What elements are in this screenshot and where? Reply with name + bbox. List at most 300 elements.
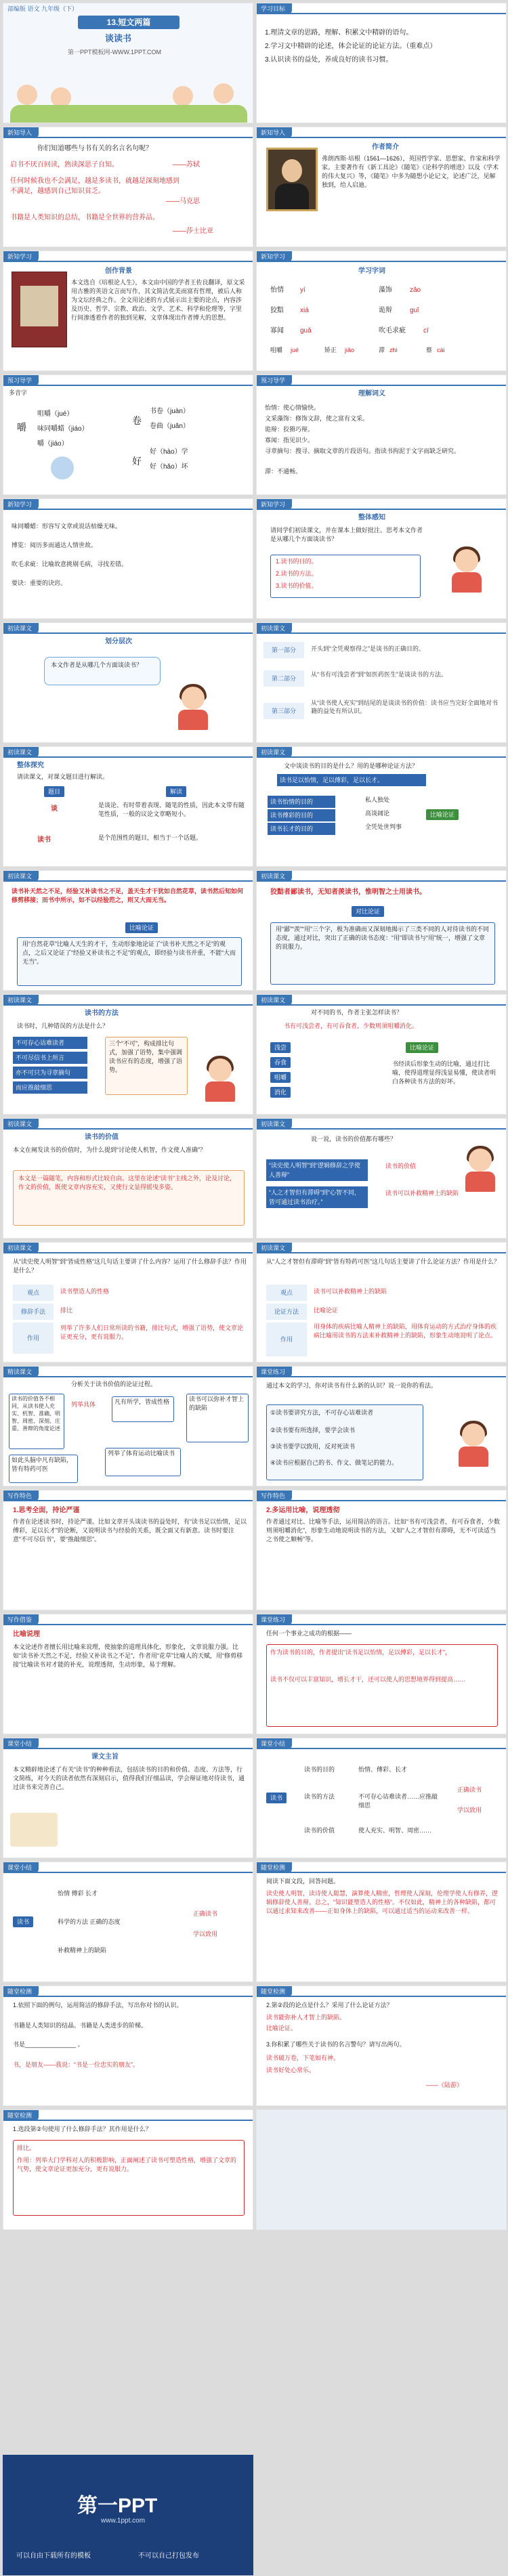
process-question: 分析关于读书价值的论证过程。	[71, 1381, 157, 1388]
method-bubble: 三个“不可”，构成排比句式，加强了语势，集中强调读书应有的态度，增强了语势。	[109, 1040, 183, 1073]
footer-right: 不可以自己打包发布	[138, 2552, 199, 2560]
slide-summary-2	[3, 1862, 253, 1982]
overall-item-3: 3.读书的价值。	[276, 582, 318, 589]
tag-line	[257, 1996, 506, 1997]
argument-val-3: 用身体的疾病比喻人精神上的缺陷，用体育运动的方式治疗身体的疾病比喻用读书的方法来补救精神上的缺陷，形象生动地说明了论点。	[314, 1323, 497, 1339]
slide-tag: 初读课文	[3, 1119, 39, 1130]
method-tag: 比喻论证	[426, 809, 459, 820]
purpose-r1b: 私人独处	[365, 796, 390, 803]
slide-value	[3, 1118, 253, 1239]
quote-2a: 任何时候我也不会满足，越是多读书，就越是深刻地感到	[10, 177, 179, 185]
test1-fill: 书是_______________ 。	[13, 2041, 84, 2048]
meaning-5: 寻章摘句：搜寻、摘取文章的片段语句。指读书拘泥于文字而缺乏研究。	[265, 448, 461, 454]
slide-tag: 新知导入	[3, 127, 39, 138]
slide-ways	[256, 994, 507, 1115]
test3-a1: 读书能弥补人才智上的缺陷。	[266, 2014, 346, 2021]
slide-writing-ref	[3, 1614, 253, 1734]
val-dushu: 是个范围性的题目，相当于一个话题。	[98, 834, 203, 841]
slide-tag: 课堂练习	[257, 1614, 292, 1625]
contrast-text: 狡黠者鄙读书，无知者羡读书，惟明智之士用读书。	[270, 888, 426, 896]
tag-line	[3, 509, 253, 510]
slide-tag: 新知学习	[3, 499, 39, 510]
slide-polyphones	[3, 374, 253, 495]
slide-tag: 预习导学	[3, 375, 39, 386]
tag-line	[3, 1500, 253, 1501]
meaning-4: 寡闻：指见识少。	[265, 437, 314, 444]
process-b4: 如此头脑中凡有缺陷，皆有特药可医	[12, 1457, 73, 1472]
summary1-side-1: 正确读书	[457, 1786, 482, 1793]
slide-tag: 学习目标	[257, 3, 292, 14]
slide-tag: 新知学习	[257, 251, 292, 262]
purpose-r2b: 高谈阔论	[365, 810, 390, 817]
slide-explore	[3, 746, 253, 867]
slide-tag: 初读课文	[257, 871, 292, 882]
slide-argument	[256, 1242, 507, 1362]
slide-tag: 课堂小结	[257, 1738, 292, 1749]
rhetoric-val-2: 排比	[60, 1307, 73, 1314]
analogy-text: 读书补天然之不足，经验又补读书之不足，盖天生才干犹如自然花草，读书然后知如何修剪移接；而书中所示，如不以经验范之，则又大而无当。	[12, 888, 244, 903]
word-2-pinyin: zǎo	[410, 286, 421, 294]
quote-1-author: ——苏轼	[173, 161, 200, 169]
slide-intro-quotes	[3, 127, 253, 247]
word-5-pinyin: guǎ	[300, 327, 312, 335]
practice1-item-4: ④读书应根据自己的书、作文、做笔记的能力。	[270, 1459, 398, 1466]
rhetoric-val-1: 读书塑造人的性格	[60, 1288, 110, 1295]
slide-word-meaning	[256, 374, 507, 495]
background-text: 本文选自《培根论人生》，本文由中国的学者王佐良翻译，原文采用古雅的英语文言而写作，其文简洁优美而富有哲理，被后人称为文坛经典之作。全文用论述的方式展示出主要的论点，内容涉及历史、哲学、宗教、政治、文学、艺术、科学和伦理等，字里行间渗透着作者的独到见解，文章体现出作者博大的思想。	[71, 279, 245, 321]
practice1-item-3: ③读书要学以致用，反对死读书	[270, 1443, 356, 1450]
footer-left: 可以自由下载所有的模板	[16, 2552, 91, 2560]
slide-writing-feature-2	[256, 1490, 507, 1610]
slide-tag: 初读课文	[257, 995, 292, 1006]
quote-2b: 不满足，越感到自己知识贫乏。	[10, 188, 105, 195]
part-1-label: 第一部分	[263, 642, 304, 658]
slide-test-1	[3, 1985, 253, 2106]
book-cover	[12, 272, 67, 347]
rhetoric-question: 从“读史使人明智”到“皆成性格”这几句话主要讲了什么内容？运用了什么修辞手法？作用是什么？	[13, 1258, 247, 1274]
tag-line	[257, 509, 506, 510]
slide-word-meaning-2	[3, 498, 253, 619]
slide-test-reading	[256, 1862, 507, 1982]
word-1: 怡情	[270, 286, 284, 294]
lesson-number: 13.短文两篇	[78, 16, 179, 29]
extra-2-pinyin: jiǎo	[345, 347, 355, 353]
tag-line	[3, 1004, 253, 1006]
brand-logo: 第一PPT	[77, 2495, 158, 2517]
slide-theme	[3, 1738, 253, 1858]
feature-h1: 1.思考全面，持论严谨	[13, 1507, 80, 1514]
intro-question: 你们知道哪些与书有关的名言名句呢？	[37, 145, 152, 152]
slide-tag: 初读课文	[257, 623, 292, 634]
ways-answer: 书有可浅尝者，有可吞食者，少数则须咀嚼消化。	[284, 1023, 419, 1029]
word-4-pinyin: guǐ	[410, 307, 419, 314]
test1-answer: 书，是朋友——我说：“书是一位忠实的朋友”。	[13, 2061, 139, 2068]
slide-practice-2	[256, 1614, 507, 1734]
slide-layers-detail	[256, 622, 507, 743]
background-heading: 创作背景	[105, 267, 132, 275]
ways-note: 书经读后形象生动的比喻，通过打比喻，使得道理显得浅显易懂，使读者明白各种读书方法的好坏。	[392, 1060, 496, 1085]
slide-tag: 初读课文	[3, 995, 39, 1006]
hao-2: 好（hǎo）坏	[150, 463, 188, 471]
ways-pill-1: 浅尝	[270, 1042, 291, 1053]
slide-process	[3, 1366, 253, 1486]
test1-example: 书籍是人类知识的结晶。书籍是人类进步的阶梯。	[13, 2022, 148, 2029]
col-interpret: 解读	[166, 786, 186, 797]
argument-col-2: 论证方法	[266, 1304, 307, 1320]
hao-1: 好（hào）学	[150, 448, 188, 456]
test2-box	[13, 2140, 245, 2216]
part-2-text: 从“书有可浅尝者”到“如医药医生”是谈读书的方法。	[311, 671, 447, 678]
process-b3: 读书可以弥补才智上的缺陷	[189, 1396, 245, 1411]
summary1-l1: 读书的目的	[304, 1766, 335, 1773]
tag-line	[3, 632, 253, 634]
practice1-item-1: ①读书要讲究方法，不可存心诘难读者	[270, 1409, 374, 1416]
girl-cartoon	[200, 1056, 240, 1103]
tag-line	[257, 1500, 506, 1501]
method-item-4: 而应推敲细思	[13, 1081, 87, 1094]
part-1-text: 开头到“全凭观察得之”是谈书的正确目的。	[311, 645, 425, 652]
tag-line	[3, 1376, 253, 1377]
slide-analogy	[3, 870, 253, 991]
quote-2-author: ——马克思	[166, 198, 200, 205]
col-title: 题目	[44, 786, 64, 797]
meaning-8: 博览：阅历多而通达人情世故。	[12, 542, 98, 549]
purpose-r3b: 全凭处世判事	[365, 823, 402, 830]
slide-tag: 写作借鉴	[3, 1614, 39, 1625]
meaning-2: 文采藻饰：修饰文辞，使之富有文采。	[265, 415, 369, 422]
ways-pill-4: 消化	[270, 1087, 291, 1098]
word-5: 寡闻	[270, 327, 284, 335]
jue-1: 咀嚼（jué）	[37, 410, 74, 418]
test3-source: ——《陆游》	[426, 2082, 463, 2088]
tag-line	[257, 1872, 506, 1873]
argument-val-1: 读书可以补救精神上的缺陷	[314, 1288, 387, 1295]
word-2: 藻饰	[379, 286, 392, 294]
test3-a3: 读书破万卷，下笔如有神。	[266, 2055, 340, 2061]
open-book-illustration	[10, 1813, 58, 1847]
word-6-pinyin: cī	[423, 327, 429, 335]
ways-pill-2: 吞食	[270, 1057, 291, 1068]
char-jue: 嚼	[17, 422, 26, 433]
method-heading: 读书的方法	[85, 1010, 119, 1017]
extra-2: 矫正	[324, 347, 337, 353]
slide-tag: 精读课文	[3, 1367, 39, 1377]
tag-line	[257, 13, 506, 14]
ways-pill-3: 咀嚼	[270, 1072, 291, 1083]
practice1-item-2: ②读书要有所选择，要学会读书	[270, 1427, 356, 1434]
summary2-center: 读书	[13, 1916, 33, 1927]
layers-heading: 划分层次	[105, 638, 132, 645]
slide-overall	[256, 498, 507, 619]
purpose-r1: 读书怡情的目的	[268, 796, 335, 808]
char-juan: 卷	[132, 415, 142, 426]
tag-line	[257, 1004, 506, 1006]
footer-banner	[3, 2455, 253, 2575]
polyphone-sub: 多音字	[9, 389, 28, 396]
site-line: 第一PPT模板网-WWW.1PPT.COM	[68, 49, 161, 56]
slide-tag: 初读课文	[3, 623, 39, 634]
extra-4: 蔡	[426, 347, 433, 353]
test3-a4: 读书好处心常乐。	[266, 2067, 316, 2074]
process-b1: 列举具体	[71, 1401, 96, 1408]
tag-line	[3, 261, 253, 262]
slide-tag: 随堂检测	[3, 2110, 39, 2121]
purpose-r3: 读书长才的目的	[268, 823, 335, 835]
value2-question: 说一说，读书的价值都有哪些？	[311, 1136, 397, 1142]
tag-line	[257, 1748, 506, 1749]
rhetoric-col-2: 修辞手法	[13, 1304, 54, 1320]
extra-4-pinyin: cài	[437, 347, 445, 353]
slide-summary-1	[256, 1738, 507, 1858]
rhetoric-col-1: 观点	[13, 1285, 54, 1301]
tag-line	[3, 756, 253, 758]
feature-p2: 作者通过对比、比喻等手法，运用简洁的语言。比如“书有可浅尝者，有可吞食者，少数则须咀嚼消化”，形象生动地说明读书的方法，又如“人之才智但有滞碍，无不可读适当之书使之顺畅”等。	[266, 1518, 500, 1543]
word-1-pinyin: yí	[300, 286, 305, 294]
word-6: 吹毛求疵	[379, 327, 406, 335]
tag-line	[257, 137, 506, 138]
tag-line	[3, 880, 253, 882]
word-4: 诡辩	[379, 307, 392, 314]
ref-heading: 比喻说理	[13, 1631, 40, 1638]
part-3-label: 第三部分	[263, 703, 304, 719]
summary2-r1: 怡情 傅彩 长才	[58, 1890, 98, 1897]
slide-background	[3, 251, 253, 371]
ref-text: 本文论述作者擅长用比喻来说理，使抽象的道理具体化，形象化，文章说服力强。比如“读书补天然之不足，经验又补读书之不足”，作者用“花草”比喻人的天赋，用“修剪移接”比喻读书对才能的补充，说理透彻，生动形象，易于理解。	[13, 1644, 242, 1668]
tag-line	[3, 1624, 253, 1625]
tag-line	[3, 1872, 253, 1873]
author-bio: 弗朗西斯·培根（1561—1626），英国哲学家、思想家、作家和科学家。主要著作有《新工具论》《随笔》《论科学的增进》以及《学术的伟大复兴》等，《随笔》中多为随想小论记文，论述广泛，见解独到，给人启迪。	[322, 155, 501, 188]
tag-line	[257, 756, 506, 758]
cartoon-blob	[51, 456, 74, 479]
practice2-a1: 作为读书的目的，作者提出“读书足以怡情，足以傅彩，足以长才”，	[270, 1649, 451, 1656]
summary1-r3: 使人充实、明智、周密……	[358, 1827, 432, 1834]
value2-label-2: 读书可以补救精神上的缺陷	[385, 1190, 459, 1197]
purpose-answer: 读书足以怡情，足以傅彩，足以长才。	[277, 774, 426, 786]
jue-3: 嚼（jiáo）	[37, 440, 68, 448]
char-hao: 好	[132, 456, 142, 467]
slide-method	[3, 994, 253, 1115]
argument-col-1: 观点	[266, 1285, 307, 1301]
slide-vocab	[256, 251, 507, 371]
part-3-text: 从“读书使人充实”到结尾的是谈读书的价值：读书应当完好全面地对书籍的益处有所认识。	[311, 700, 498, 714]
process-left: 读书的价值各不相同，从读书使人充实、机智、准确、明智、周密、深刻、庄重、善辩的角度论述	[12, 1396, 60, 1432]
quote-3: 书籍是人类知识的总结，书籍是全世界的营养品。	[10, 214, 159, 221]
word-3: 狡黠	[270, 307, 284, 314]
layers-question: 本文作者是从哪几个方面谈读书？	[51, 662, 143, 668]
girl-cartoon	[446, 546, 487, 594]
summary2-side-2: 学以致用	[193, 1931, 218, 1937]
tag-line	[257, 1376, 506, 1377]
tag-line	[3, 1128, 253, 1130]
overall-intro: 请同学们初读课文，并在课本上做好批注。思考本文作者是从哪几个方面谈读书？	[270, 527, 423, 542]
feature-h2: 2.多运用比喻，说理透彻	[266, 1507, 340, 1514]
slide-goals	[256, 3, 507, 123]
slide-tag: 课堂练习	[257, 1367, 292, 1377]
slide-practice-1	[256, 1366, 507, 1486]
summary1-r1: 怡情、傅彩、长才	[358, 1766, 408, 1773]
slide-rhetoric	[3, 1242, 253, 1362]
author-heading: 作者简介	[372, 144, 399, 151]
lesson-title: 谈读书	[105, 33, 132, 43]
vocab-heading: 学习字词	[358, 267, 385, 275]
analogy-method: 比喻论证	[125, 922, 158, 933]
summary1-center: 读书	[266, 1793, 287, 1803]
slide-tag: 初读课文	[257, 1119, 292, 1130]
extra-3-pinyin: zhì	[389, 347, 398, 353]
slide-tag: 随堂检测	[257, 1862, 292, 1873]
tag-line	[257, 880, 506, 882]
test3-a2: 比喻论证。	[266, 2025, 297, 2032]
tag-line	[257, 261, 506, 262]
tag-line	[257, 1128, 506, 1130]
slide-tag: 初读课文	[3, 871, 39, 882]
value2-label-1: 读书的价值	[385, 1163, 417, 1169]
word-3-pinyin: xiá	[300, 307, 309, 314]
explore-hint: 请读课文，对课文题目进行解读。	[17, 773, 109, 780]
value2-item-1: “读史使人明智”到“逻辑修辞之学使人善辩”	[266, 1159, 368, 1181]
tag-line	[3, 137, 253, 138]
tag-line	[3, 1748, 253, 1749]
slide-layers	[3, 622, 253, 743]
test1-question: 1.依照下面的例句，运用简洁的修辞手法，写出你对书的认识。	[13, 2002, 183, 2009]
summary2-side-1: 正确读书	[193, 1910, 218, 1917]
value-heading: 读书的价值	[85, 1134, 119, 1141]
meaning-1: 怡情：使心情愉快。	[265, 404, 320, 411]
purpose-r2: 读书傅彩的目的	[268, 809, 335, 821]
tag-line	[3, 2120, 253, 2121]
meaning-7: 味同嚼蜡：形容写文章或说话枯燥无味。	[12, 523, 122, 530]
slide-tag: 课堂小结	[3, 1862, 39, 1873]
slide-tag: 初读课文	[3, 1243, 39, 1253]
meaning-9: 吹毛求疵：比喻故意挑剔毛病，寻找差错。	[12, 561, 128, 567]
slide-purpose	[256, 746, 507, 867]
practice2-question: 任何一个事业之成功的根据——	[266, 1630, 352, 1637]
girl-cartoon	[173, 684, 213, 731]
girl-cartoon	[453, 1421, 494, 1468]
juan-2: 卷曲（juǎn）	[150, 423, 190, 430]
tag-line	[257, 1624, 506, 1625]
tag-line	[257, 1252, 506, 1253]
method-question: 读书时，几种错误的方法是什么？	[17, 1023, 109, 1029]
slide-tag: 随堂检测	[3, 1986, 39, 1997]
summary1-l2: 读书的方法	[304, 1793, 335, 1800]
tag-line	[3, 1252, 253, 1253]
tag-line	[3, 1996, 253, 1997]
kids-illustration	[3, 78, 253, 123]
value-answer: 本文是一篇随笔，内容和形式比较自由。这里在论述“读书”主线之外，论及讨论，作文的价值，既使文章内容充实，又使行文显得摇曳多姿。	[18, 1175, 236, 1190]
val-tan: 是谈论、有时带着表现、随笔的性质，因此本文带有随笔性质，一般的议论文章略短小。	[98, 802, 245, 817]
meaning-10: 要诀：重要的诀窍。	[12, 580, 67, 586]
summary2-r3: 补救精神上的缺陷	[58, 1947, 107, 1954]
method-item-3: 亦不可只为寻章摘句	[13, 1067, 87, 1079]
purpose-question: 文中谈读书的目的是什么？用的是哪种论证方法？	[284, 763, 419, 769]
grade-tag: 部编版 语文 九年级（下）	[7, 5, 79, 12]
quote-1: 启书不厌百回读，熟读深思子自知。	[10, 161, 119, 169]
feature-p1: 作者在论述读书时，持论严谨。比如文章开头谈读书的益处时，有“读书足以怡情，足以傅彩，足以长才”的论断，又说明读书与经验的关系，既全面又有新意。读书时要注意“不可尽信书”，要“推敲细思”。	[13, 1518, 247, 1543]
contrast-method: 对比论证	[352, 906, 384, 917]
author-portrait	[266, 148, 318, 211]
goal-2: 2.学习文中精辟的论述，体会论证的论证方法。（重难点）	[265, 43, 437, 50]
reading-question: 阅读下面文段，回答问题。	[266, 1878, 340, 1885]
method-item-1: 不可存心诘难读者	[13, 1037, 87, 1049]
goal-1: 1.理清文章的思路，理解、积累文中精辟的语句。	[265, 29, 413, 37]
tag-line	[257, 385, 506, 386]
slide-tag: 写作特色	[3, 1490, 39, 1501]
test3-question: 2.第②段的论点是什么？采用了什么论证方法？	[266, 2002, 393, 2009]
slide-tag: 随堂检测	[257, 1986, 292, 1997]
process-b5: 列举了体育运动比喻读书	[108, 1450, 175, 1457]
test2-a2: 作用：列举大门学科对人的积极影响，正面阐述了读书可塑造性格，增强了文章的气势，使文章论证更加充分，更有说服力。	[17, 2157, 237, 2172]
key-tan: 谈	[51, 805, 58, 813]
juan-1: 书卷（juàn）	[150, 408, 190, 415]
overall-item-2: 2.读书的方法。	[276, 570, 318, 577]
meaning-3: 诡辩：狡猾巧辩。	[265, 426, 314, 433]
summary1-l3: 读书的价值	[304, 1827, 335, 1834]
slide-cover	[3, 3, 253, 123]
overall-heading: 整体感知	[358, 514, 385, 521]
slide-author	[256, 127, 507, 247]
brand-site: www.1ppt.com	[101, 2517, 146, 2525]
summary1-r2: 不可存心诘难读者……应推敲细思	[358, 1793, 438, 1809]
rhetoric-col-3: 作用	[13, 1323, 54, 1354]
slide-tag: 初读课文	[257, 747, 292, 758]
extra-1-pinyin: jué	[291, 347, 299, 353]
tag-line	[3, 385, 253, 386]
slide-tag: 初读课文	[257, 1243, 292, 1253]
slide-test-3	[256, 1985, 507, 2106]
slide-blank	[256, 2109, 507, 2230]
theme-heading: 课文主旨	[91, 1753, 119, 1761]
slide-tag: 写作特色	[257, 1490, 292, 1501]
overall-item-1: 1.读书的目的。	[276, 558, 318, 565]
ways-method: 比喻论证	[406, 1042, 438, 1053]
method-item-2: 不可尽信书上所言	[13, 1052, 87, 1064]
argument-val-2: 比喻论证	[314, 1307, 339, 1314]
practice1-question: 通过本文的学习，你对读书有什么新的认识？说一说你的看法。	[266, 1382, 438, 1389]
argument-question: 从“人之才智但有滞碍”到“皆有特药可医”这几句话主要讲了什么论证方法？作用是什么？	[266, 1258, 500, 1265]
part-2-label: 第二部分	[263, 670, 304, 687]
meaning-6: 滞：不通畅。	[265, 468, 302, 475]
jue-2: 味同嚼蜡（jiáo）	[37, 425, 89, 433]
slide-value-2	[256, 1118, 507, 1239]
meaning-heading: 理解词义	[358, 390, 385, 398]
slide-tag: 预习导学	[257, 375, 292, 386]
rhetoric-val-3: 列举了许多人们日常所读的书籍，排比句式，增强了语势，使文章论证更充分，更有说服力。	[60, 1325, 244, 1340]
summary1-side-2: 学以致用	[457, 1807, 482, 1813]
goal-3: 3.认识读书的益处，养成良好的读书习惯。	[265, 56, 393, 64]
analogy-note: 用“自然花草”比喻人天生的才干，生动形象地论证了“读书补天然之不足”的观点，之后又论证了“经验又补读书之不足”的观点，即经验与读书并重，不能“大而无当”。	[22, 941, 236, 965]
contrast-note: 用“鄙”“羡”“用”三个字，极为准确而又深刻地揭示了三类不同的人对待读书的不同态度，通过对比，突出了正确的读书态度：“用”即读书与“用”统一，增强了文章的说服力。	[276, 926, 489, 950]
test2-a1: 排比。	[17, 2145, 36, 2151]
slide-test-2	[3, 2109, 253, 2230]
reading-passage: 读史使人明智，读诗使人聪慧，演算使人精密，哲理使人深刻，伦理学使人有修养，逻辑修辞使人善辩。总之，“知识能塑造人的性格”。不仅如此，精神上的各种缺陷，都可以通过求知来改善——正如身体上的缺陷，可以通过适当的运动来改善一样。	[266, 1890, 499, 1914]
extra-3: 滞	[379, 347, 385, 353]
value-question: 本文在阐发读书的价值时，为什么提到“讨论使人机智，作文使人准确”？	[13, 1146, 206, 1153]
test2-question: 1.选段第②句使用了什么修辞手法？其作用是什么？	[13, 2126, 152, 2132]
tag-line	[257, 632, 506, 634]
theme-text: 本文精辟地论述了有关“读书”的种种看法，包括读书的目的和价值、态度、方法等，行文简练，对今天的读者依然有深刻启示，值得我们仔细品读，学会辩证地对待读书，通过读书来完善自己。	[13, 1766, 245, 1790]
value2-item-2: “人之才智但有滞碍”到“心智不同，皆可通过读书治疗。”	[266, 1186, 368, 1208]
extra-1: 咀嚼	[270, 347, 283, 353]
process-b2: 凡有所学，皆成性格	[114, 1398, 170, 1405]
slide-tag: 新知学习	[257, 499, 292, 510]
slide-tag: 新知导入	[257, 127, 292, 138]
quote-3-author: ——莎士比亚	[173, 228, 213, 235]
slide-contrast	[256, 870, 507, 991]
slide-writing-feature	[3, 1490, 253, 1610]
test3-q3: 3.你积累了哪些关于读书的名言警句？请写出两句。	[266, 2041, 406, 2048]
practice2-a2: 读书不仅可以丰富知识，增长才干，还可以使人的思想境界得到提高……	[270, 1676, 466, 1683]
